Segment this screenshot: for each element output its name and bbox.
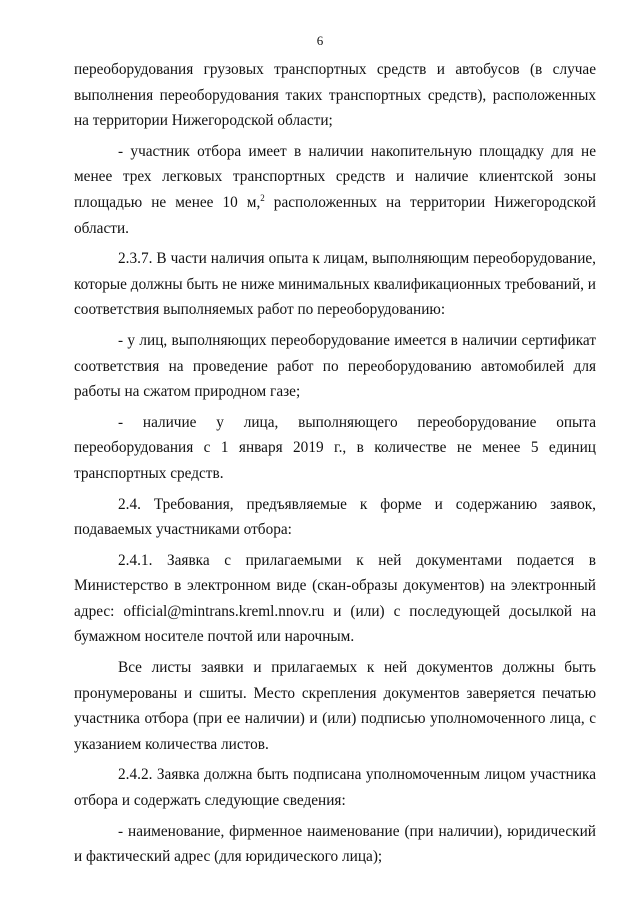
paragraph-2-3-7: 2.3.7. В части наличия опыта к лицам, выполняющим переоборудование, которые должны быть не ниже минимальных квалификационных требований, и соответствия выполняемых работ по переоборудованию: <box>74 250 596 319</box>
paragraph-parking-requirement <box>74 139 596 241</box>
paragraph-name-address: - наименование, фирменное наименование (при наличии), юридический и фактический адрес (для юридического лица); <box>74 822 596 866</box>
paragraph-sheets: Все листы заявки и прилагаемых к ней документов должны быть пронумерованы и сшиты. Место скрепления документов заверяется печатью участника отбора (при ее наличии) и (или) подписью уполномоченного лица, с указанием количества листов. <box>74 659 596 753</box>
paragraph-experience: - наличие у лица, выполняющего переоборудование опыта переоборудования с 1 января 2019 г., в количестве не менее 5 единиц транспортных средств. <box>74 413 596 482</box>
paragraph-text: - участник отбора имеет в наличии накопительную площадку для не менее трех легковых транспортных средств и наличие клиентской зоны площадью не менее 10 м, <box>74 142 596 211</box>
document-body <box>74 57 596 875</box>
paragraph-2-4-2: 2.4.2. Заявка должна быть подписана уполномоченным лицом участника отбора и содержать следующие сведения: <box>74 766 596 810</box>
paragraph-certificate: - у лиц, выполняющих переоборудование имеется в наличии сертификат соответствия на проведение работ по переоборудованию автомобилей для работы на сжатом природном газе; <box>74 331 596 401</box>
superscript: 2 <box>260 192 265 203</box>
page-number: 6 <box>316 33 324 48</box>
paragraph-2-4-1: 2.4.1. Заявка с прилагаемыми к ней документами подается в Министерство в электронном виде (скан-образы документов) на электронный адрес: official@mintrans.kreml.nnov.ru и (или) с последующей досылкой на бумажном носителе почтой или нарочным. <box>74 551 596 646</box>
paragraph-continuation: переоборудования грузовых транспортных средств и автобусов (в случае выполнения переоборудования таких транспортных средств), расположенных на территории Нижегородской области; <box>74 61 596 130</box>
paragraph-text-after: расположенных на территории Нижегородской области. <box>74 193 596 237</box>
paragraph-2-4: 2.4. Требования, предъявляемые к форме и содержанию заявок, подаваемых участниками отбора: <box>74 495 596 539</box>
